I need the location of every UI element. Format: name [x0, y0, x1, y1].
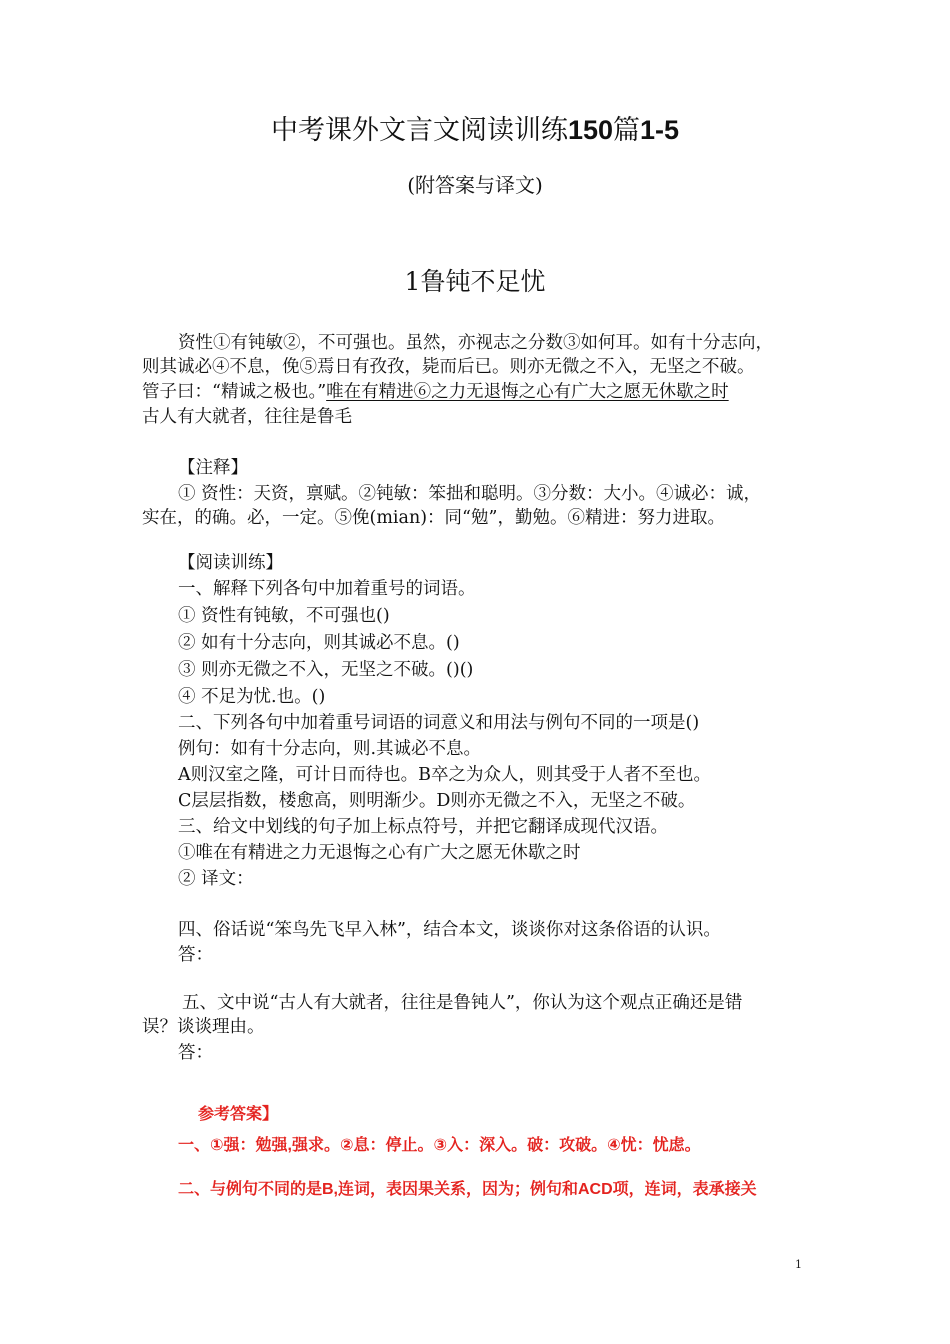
- question-5-line-2: 误？谈谈理由。: [142, 1017, 265, 1037]
- answer-2: 二、与例句不同的是B,连词，表因果关系，因为；例句和ACD项，连词，表承接关: [178, 1181, 757, 1198]
- question-1-item-2: ② 如有十分志向，则其诚必不息。(): [178, 633, 460, 653]
- question-3-item-1: ①唯在有精进之力无退悔之心有广大之愿无休歇之时: [178, 843, 581, 863]
- passage-line-4: 古人有大就者，往往是鲁毛: [142, 407, 352, 427]
- answers-heading: 参考答案】: [198, 1106, 279, 1123]
- question-2-options-cd: C层层指数，楼愈高，则明渐少。D则亦无微之不入，无坚之不破。: [178, 791, 696, 811]
- notes-heading: 【注释】: [178, 458, 248, 478]
- question-4-answer: 答：: [178, 945, 213, 965]
- passage-line-2: 则其诚必④不息，俛⑤焉日有孜孜，毙而后已。则亦无微之不入，无坚之不破。: [142, 357, 755, 377]
- question-4: 四、俗话说“笨鸟先飞早入林”，结合本文，谈谈你对这条俗语的认识。: [178, 920, 721, 940]
- question-5-line-1: 五、文中说“古人有大就者，往往是鲁钝人”，你认为这个观点正确还是错: [182, 993, 743, 1013]
- question-5-answer: 答：: [178, 1043, 213, 1063]
- question-2-options-ab: A则汉室之隆，可计日而待也。B卒之为众人，则其受于人者不至也。: [178, 765, 711, 785]
- answer-1: 一、①强：勉强,强求。②息：停止。③入：深入。破：攻破。④忧：忧虑。: [178, 1137, 701, 1154]
- title-text: 中考课外文言文阅读训练: [270, 115, 568, 146]
- training-heading: 【阅读训练】: [178, 553, 283, 573]
- question-1-item-1: ① 资性有钝敏，不可强也(): [178, 606, 390, 626]
- page-number: 1: [795, 1258, 802, 1271]
- notes-line-2: 实在，的确。必，一定。⑤俛(mian)：同“勉”，勤勉。⑥精进：努力进取。: [142, 508, 725, 528]
- question-2-example: 例句：如有十分志向，则.其诚必不息。: [178, 739, 482, 759]
- title-number: 150: [567, 115, 614, 145]
- question-3-item-2: ② 译文：: [178, 869, 254, 889]
- passage-line-3: [142, 379, 729, 406]
- notes-line-1: ① 资性：天资，禀赋。②钝敏：笨拙和聪明。③分数：大小。④诚必：诚，: [178, 484, 762, 504]
- question-1-item-3: ③ 则亦无微之不入，无坚之不破。()(): [178, 660, 474, 680]
- document-title: [0, 108, 950, 147]
- document-subtitle: (附答案与译文): [407, 173, 543, 197]
- title-pian: 篇: [613, 115, 641, 146]
- question-1-item-4: ④ 不足为忧.也。(): [178, 687, 326, 707]
- question-2: 二、下列各句中加着重号词语的词意义和用法与例句不同的一项是(): [178, 713, 700, 733]
- title-range: 1-5: [640, 115, 680, 145]
- question-3: 三、给文中划线的句子加上标点符号，并把它翻译成现代汉语。: [178, 817, 668, 837]
- passage-quote: 管子曰：“精诚之极也。”: [142, 382, 327, 402]
- question-1: 一、解释下列各句中加着重号的词语。: [178, 579, 476, 599]
- passage-underlined-sentence: 唯在有精进⑥之力无退悔之心有广大之愿无休歇之时: [326, 382, 729, 402]
- article-title: 1鲁钝不足忧: [404, 267, 546, 296]
- passage-line-1: 资性①有钝敏②，不可强也。虽然，亦视志之分数③如何耳。如有十分志向，: [178, 333, 773, 353]
